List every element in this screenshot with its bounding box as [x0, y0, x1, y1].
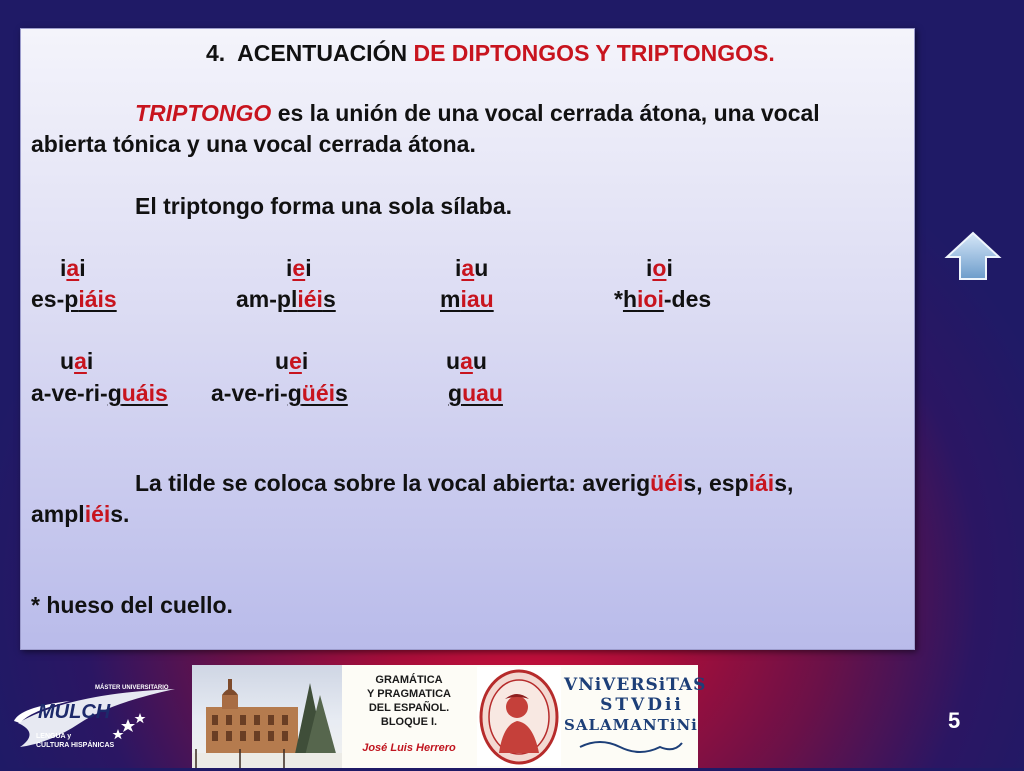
course-line-1: GRAMÁTICA: [375, 674, 443, 686]
example-averigüéis: a-ve-ri-güéis: [211, 380, 348, 406]
course-line-3: DEL ESPAÑOL.: [368, 702, 450, 714]
example-ampliéis: am-pliéis: [236, 286, 336, 312]
mulch-top-label: MÁSTER UNIVERSITARIO: [95, 685, 169, 691]
definition-line-2: abierta tónica y una vocal cerrada átona.: [31, 131, 476, 157]
pattern-uai: uai: [60, 348, 94, 374]
footnote: * hueso del cuello.: [31, 592, 233, 618]
pattern-iei: iei: [286, 255, 312, 281]
syllable-note: El triptongo forma una sola sílaba.: [135, 193, 512, 219]
definition-line-1: TRIPTONGO es la unión de una vocal cerrada átona, una vocal: [135, 100, 820, 126]
mulch-logo: [10, 683, 180, 763]
university-line-3: SALAMANTiNi: [564, 716, 698, 734]
pattern-ioi: ioi: [646, 255, 673, 281]
university-logo: [564, 675, 707, 765]
slide-panel: [20, 28, 915, 650]
up-arrow-icon: [944, 230, 1002, 282]
university-seal: [477, 667, 561, 766]
example-averiguais: a-ve-ri-guáis: [31, 380, 168, 406]
home-button[interactable]: [944, 230, 1002, 282]
footer-strip: [192, 665, 707, 768]
example-miau: miau: [440, 286, 494, 312]
course-info: [346, 673, 472, 755]
mulch-sub-2: CULTURA HISPÁNICAS: [36, 742, 115, 749]
course-line-4: BLOQUE I.: [380, 716, 438, 728]
pattern-iai: iai: [60, 255, 86, 281]
example-guau: guau: [448, 380, 503, 406]
slide-title: 4. ACENTUACIÓN DE DIPTONGOS Y TRIPTONGOS.: [206, 40, 775, 66]
page-number: 5: [948, 708, 961, 733]
course-line-2: Y PRAGMATICA: [367, 688, 451, 700]
pattern-uei: uei: [275, 348, 309, 374]
pattern-iau: iau: [455, 255, 489, 281]
tilde-rule-line-1: La tilde se coloca sobre la vocal abierta: averigüéis, espiáis,: [135, 470, 794, 496]
example-hioides: *hioi-des: [614, 286, 712, 312]
mulch-sub-1: LENGUA y: [36, 733, 72, 740]
author-name: José Luis Herrero: [362, 742, 456, 754]
university-line-2: STVDii: [600, 695, 684, 715]
university-building-photo: [192, 665, 342, 768]
pattern-uau: uau: [446, 348, 487, 374]
tilde-rule-line-2: ampliéis.: [31, 501, 130, 527]
mulch-name: MULCH: [38, 701, 111, 723]
example-espiais: es-piáis: [31, 286, 117, 312]
university-line-1: VNiVERSiTAS: [564, 675, 707, 695]
